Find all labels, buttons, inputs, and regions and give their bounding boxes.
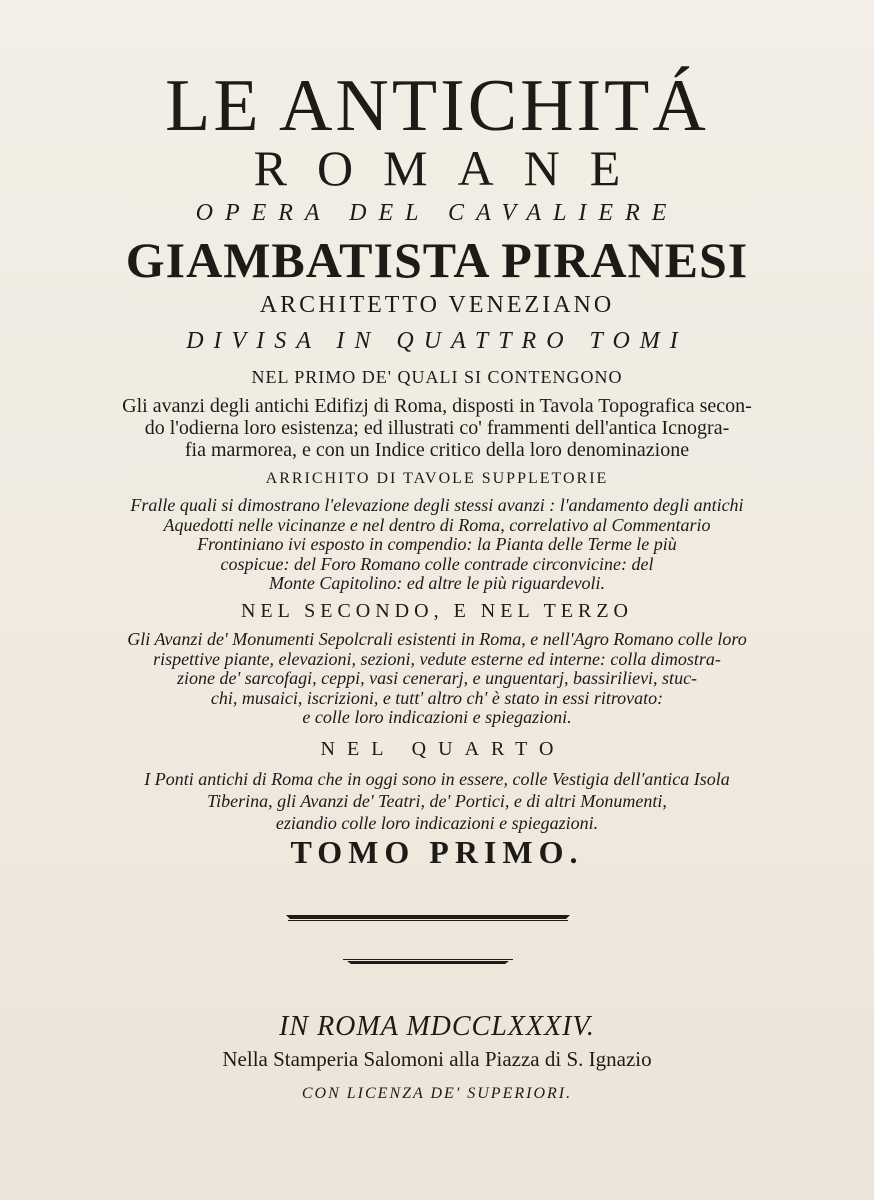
division-line: DIVISA IN QUATTRO TOMI [186,328,688,354]
text-line: e colle loro indicazioni e spiegazioni. [302,707,572,727]
supplement-heading: ARRICHITO DI TAVOLE SUPPLETORIE [265,470,609,487]
text-line: Fralle quali si dimostrano l'elevazione degli stessi avanzi : l'andamento degli antichi [130,495,744,515]
text-line: eziandio colle loro indicazioni e spiegazioni. [275,813,599,833]
ornamental-rule-thin [343,958,513,966]
text-line: fia marmorea, e con un Indice critico della loro denominazione [184,439,690,461]
title-line-2: ROMANE [253,140,651,196]
author-name: GIAMBATISTA PIRANESI [125,232,749,288]
text-line: Gli Avanzi de' Monumenti Sepolcrali esistenti in Roma, e nell'Agro Romano colle loro [127,629,747,649]
author-role: ARCHITETTO VENEZIANO [259,292,615,318]
text-line: zione de' sarcofagi, ceppi, vasi cenerarj, e unguentarj, bassirilievi, stuc- [176,668,698,688]
imprint-place-date: IN ROMA MDCCLXXXIV. [279,1011,595,1042]
volume-four-description [0,768,874,834]
volumes-two-three-heading: NEL SECONDO, E NEL TERZO [240,600,633,622]
title-line-1: LE ANTICHITÁ [165,65,709,147]
title-line-3: OPERA DEL CAVALIERE [195,200,679,226]
text-line: cospicue: del Foro Romano colle contrade circonvicine: del [220,553,654,574]
volume-one-description [0,395,874,461]
text-line: Monte Capitolino: ed altre le più riguardevoli. [268,573,606,593]
text-line: Aquedotti nelle vicinanze e nel dentro di Roma, correlativo al Commentario [163,514,711,535]
volume-one-heading: NEL PRIMO DE' QUALI SI CONTENGONO [251,367,623,387]
supplement-description [0,496,874,594]
tome-label: TOMO PRIMO. [290,834,584,870]
printer-line: Nella Stamperia Salomoni alla Piazza di S. Ignazio [222,1047,652,1071]
text-line: rispettive piante, elevazioni, sezioni, vedute esterne ed interne: colla dimostra- [153,648,721,669]
ornamental-rule-thick [286,912,570,922]
text-line: I Ponti antichi di Roma che in oggi sono in essere, colle Vestigia dell'antica Isola [144,769,730,789]
text-line: do l'odierna loro esistenza; ed illustrati co' frammenti dell'antica Icnogra- [144,417,730,439]
text-line: chi, musaici, iscrizioni, e tutt' altro ch' è stato in essi ritrovato: [210,687,664,708]
text-line: Frontiniano ivi esposto in compendio: la Pianta delle Terme le più [197,534,677,554]
license-line: CON LICENZA DE' SUPERIORI. [301,1085,573,1102]
volumes-two-three-description [0,630,874,728]
text-line: Gli avanzi degli antichi Edifizj di Roma, disposti in Tavola Topografica secon- [122,395,752,417]
text-line: Tiberina, gli Avanzi de' Teatri, de' Portici, e di altri Monumenti, [207,791,667,811]
volume-four-heading: NEL QUARTO [320,738,566,760]
